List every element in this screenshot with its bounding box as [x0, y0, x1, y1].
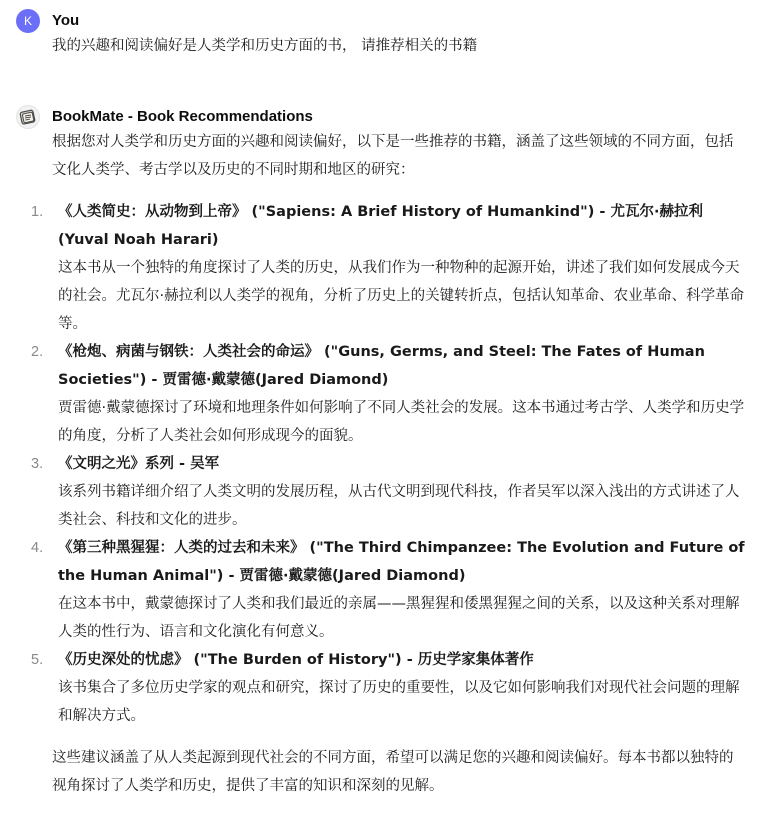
user-message-content	[52, 10, 746, 60]
list-item-number: 4.	[31, 540, 44, 556]
user-message-text[interactable]: 我的兴趣和阅读偏好是人类学和历史方面的书， 请推荐相关的书籍	[52, 38, 478, 54]
list-item-number: 3.	[31, 456, 44, 472]
book-title[interactable]: 《人类简史：从动物到上帝》 ("Sapiens: A Brief History of Humankind") - 尤瓦尔·赫拉利(Yuval Noah Harari)	[58, 204, 703, 248]
list-item	[31, 646, 746, 730]
list-item	[31, 450, 746, 534]
book-app-icon	[16, 105, 40, 129]
assistant-message-content	[31, 106, 746, 800]
book-recommendation-list	[31, 198, 746, 730]
book-description[interactable]: 这本书从一个独特的角度探讨了人类的历史，从我们作为一种物种的起源开始，讲述了我们如何发展成今天的社会。尤瓦尔·赫拉利以人类学的视角，分析了历史上的关键转折点，包括认知革命、农业革命、科学革命等。	[58, 260, 745, 332]
book-description[interactable]: 在这本书中，戴蒙德探讨了人类和我们最近的亲属——黑猩猩和倭黑猩猩之间的关系，以及这种关系对理解人类的性行为、语言和文化演化有何意义。	[58, 596, 740, 640]
list-item	[31, 534, 746, 646]
book-description[interactable]: 该书集合了多位历史学家的观点和研究，探讨了历史的重要性，以及它如何影响我们对现代社会问题的理解和解决方式。	[58, 680, 740, 724]
book-description[interactable]: 该系列书籍详细介绍了人类文明的发展历程，从古代文明到现代科技，作者吴军以深入浅出的方式讲述了人类社会、科技和文化的进步。	[58, 484, 740, 528]
book-title[interactable]: 《第三种黑猩猩：人类的过去和未来》 ("The Third Chimpanzee: The Evolution and Future of the Human Animal") - 贾雷德·戴蒙德(Jared Diamond)	[58, 540, 745, 584]
user-avatar: K	[16, 9, 40, 33]
book-app-icon-graphic	[18, 107, 38, 127]
book-title[interactable]: 《文明之光》系列 - 吴军	[58, 456, 220, 472]
assistant-closing-text[interactable]: 这些建议涵盖了从人类起源到现代社会的不同方面，希望可以满足您的兴趣和阅读偏好。每本书都以独特的视角探讨了人类学和历史，提供了丰富的知识和深刻的见解。	[52, 750, 734, 794]
list-item	[31, 338, 746, 450]
book-title[interactable]: 《历史深处的忧虑》 ("The Burden of History") - 历史学家集体著作	[58, 652, 534, 668]
book-description[interactable]: 贾雷德·戴蒙德探讨了环境和地理条件如何影响了不同人类社会的发展。这本书通过考古学、人类学和历史学的角度，分析了人类社会如何形成现今的面貌。	[58, 400, 745, 444]
list-item-number: 1.	[31, 204, 44, 220]
book-title[interactable]: 《枪炮、病菌与钢铁：人类社会的命运》 ("Guns, Germs, and Steel: The Fates of Human Societies") - 贾雷德·戴蒙德(Jared Diamond)	[58, 344, 705, 388]
list-item-number: 2.	[31, 344, 44, 360]
assistant-author-name: BookMate - Book Recommendations	[52, 108, 313, 125]
list-item	[31, 198, 746, 338]
list-item-number: 5.	[31, 652, 44, 668]
user-author-name: You	[52, 12, 80, 29]
assistant-intro-text[interactable]: 根据您对人类学和历史方面的兴趣和阅读偏好，以下是一些推荐的书籍，涵盖了这些领域的不同方面，包括文化人类学、考古学以及历史的不同时期和地区的研究：	[52, 134, 734, 178]
